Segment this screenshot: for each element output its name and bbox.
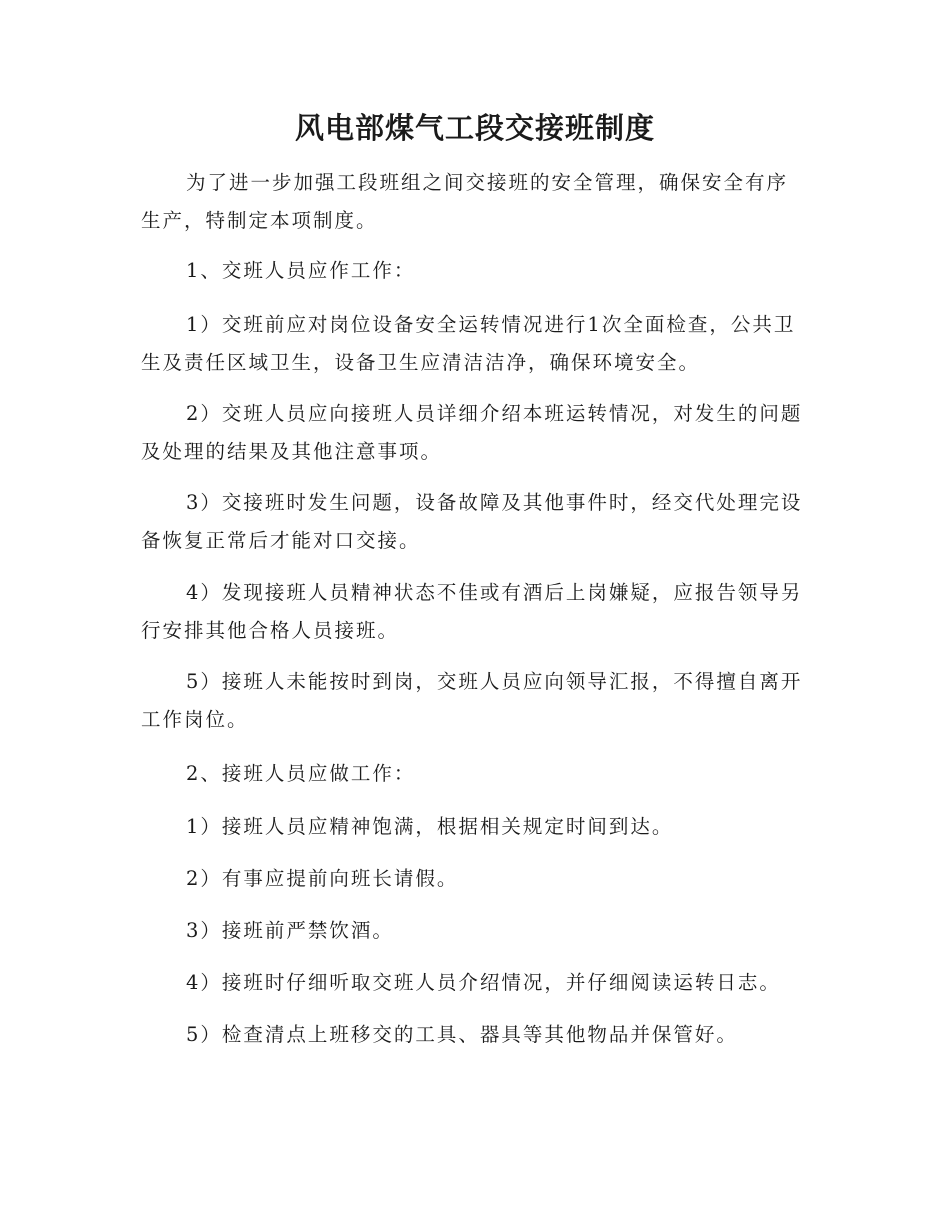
section-2-heading: 2、接班人员应做工作：: [186, 762, 416, 785]
intro-paragraph: 为了进一步加强工段班组之间交接班的安全管理，确保安全有序生产，特制定本项制度。: [141, 171, 789, 232]
section-2-item-5: 5）检查清点上班移交的工具、器具等其他物品并保管好。: [186, 1023, 738, 1046]
section-2-item-3: 3）接班前严禁饮酒。: [186, 919, 394, 942]
section-1-heading: 1、交班人员应作工作：: [186, 259, 416, 282]
section-1-item-4: 4）发现接班人员精神状态不佳或有酒后上岗嫌疑，应报告领导另行安排其他合格人员接班。: [141, 581, 803, 642]
section-1-item-2: 2）交班人员应向接班人员详细介绍本班运转情况，对发生的问题及处理的结果及其他注意事项。: [141, 402, 803, 463]
section-1-item-1: 1）交班前应对岗位设备安全运转情况进行1次全面检查，公共卫生及责任区域卫生，设备卫生应清洁洁净，确保环境安全。: [141, 313, 796, 374]
document-title: 风电部煤气工段交接班制度: [294, 111, 655, 145]
section-2-item-2: 2）有事应提前向班长请假。: [186, 867, 459, 890]
section-1-item-3: 3）交接班时发生问题，设备故障及其他事件时，经交代处理完设备恢复正常后才能对口交接。: [141, 491, 803, 552]
section-1-item-5: 5）接班人未能按时到岗，交班人员应向领导汇报，不得擅自离开工作岗位。: [141, 670, 803, 731]
section-2-item-1: 1）接班人员应精神饱满，根据相关规定时间到达。: [186, 815, 674, 838]
section-2-item-4: 4）接班时仔细听取交班人员介绍情况，并仔细阅读运转日志。: [186, 971, 781, 994]
